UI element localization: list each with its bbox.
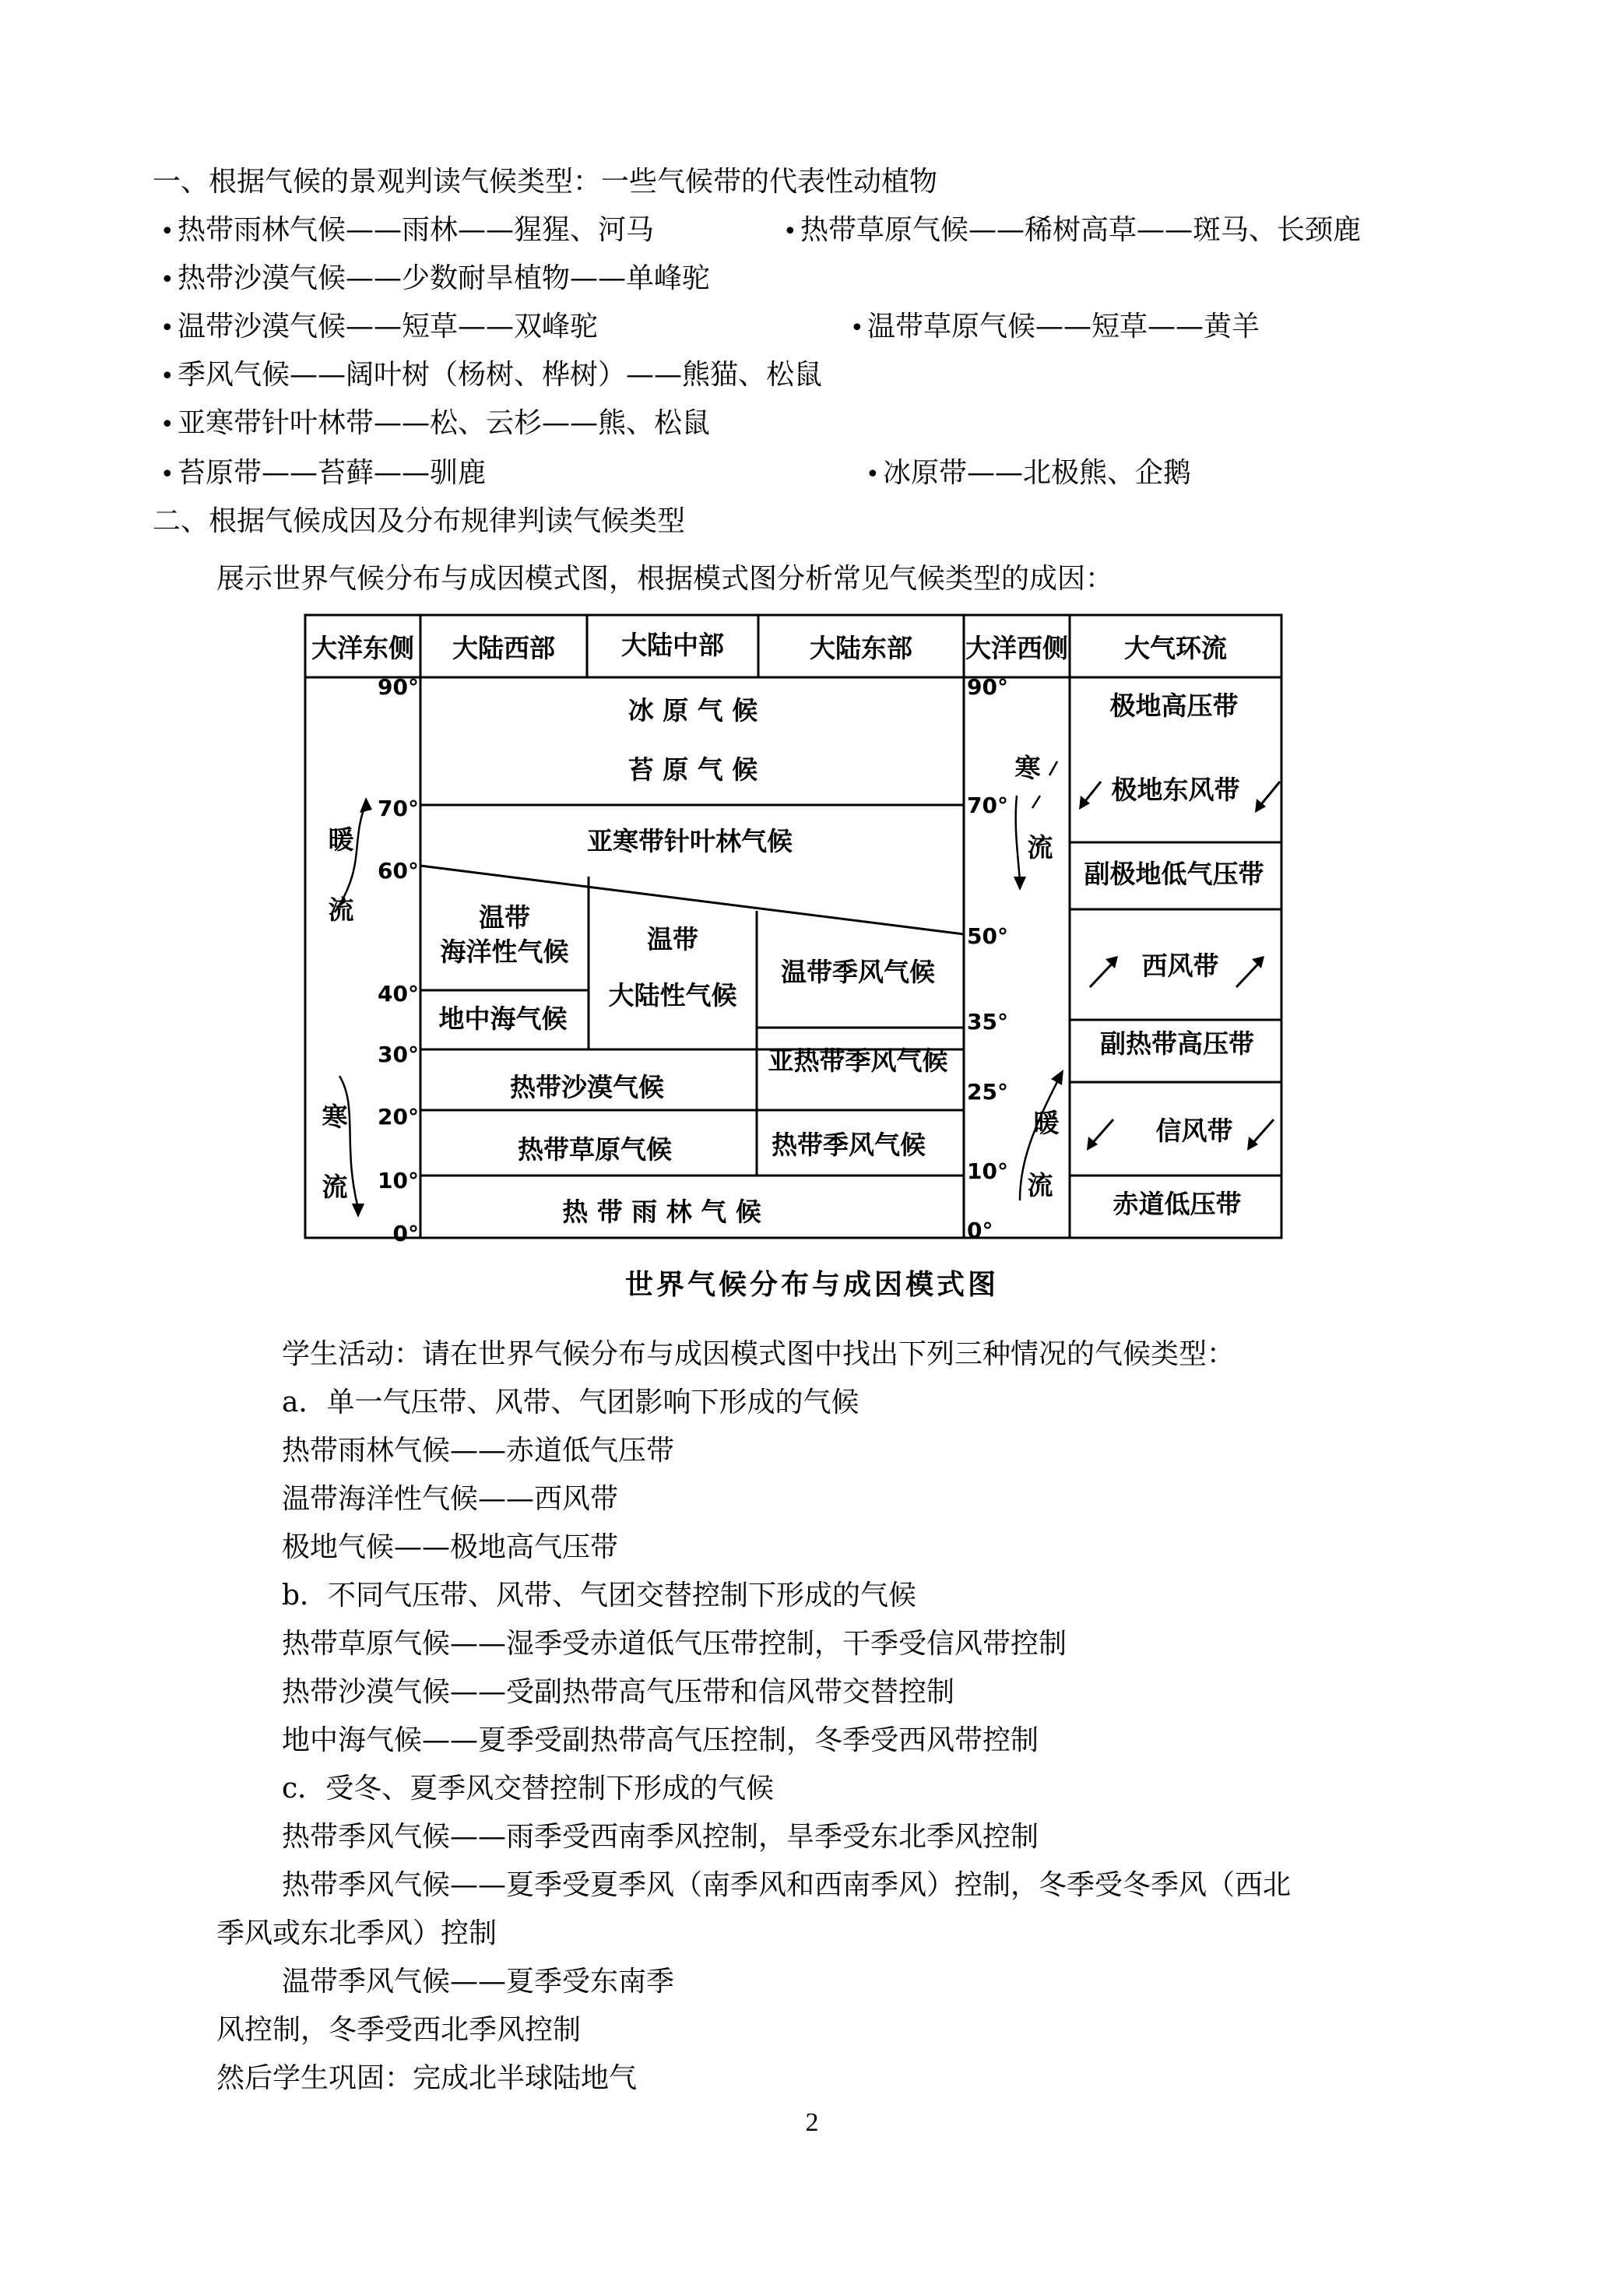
cold-current-arrow [1016,796,1020,881]
list-item: • 季风气候——阔叶树（杨树、桦树）——熊猫、松鼠 [160,358,822,394]
climate-tropical-monsoon: 热带季风气候 [772,1130,926,1160]
lat-left: 0° [392,1221,419,1244]
activity-a-title: a．单一气压带、风带、气团影响下形成的气候 [282,1386,859,1418]
climate-continental: 温带 [647,924,698,954]
lat-left: 30° [378,1042,419,1067]
activity-line: 然后学生巩固：完成北半球陆地气 [216,2062,638,2094]
lat-left: 90° [378,674,419,700]
activity-b-title: b．不同气压带、风带、气团交替控制下形成的气候 [282,1580,917,1611]
activity-line: 地中海气候——夏季受副热带高气压控制，冬季受西风带控制 [282,1724,1039,1756]
list-item: • 热带沙漠气候——少数耐旱植物——单峰驼 [160,262,710,297]
header-ocean-west: 大洋西侧 [965,633,1068,663]
arrowhead [1014,877,1026,891]
climate-desert: 热带沙漠气候 [510,1072,664,1102]
section2-intro: 展示世界气候分布与成因模式图，根据模式图分析常见气候类型的成因： [216,563,1114,595]
activity-intro: 学生活动：请在世界气候分布与成因模式图中找出下列三种情况的气候类型： [282,1338,1236,1370]
section2-heading: 二、根据气候成因及分布规律判读气候类型 [153,505,686,537]
current-right-cold-label: 寒 [1014,753,1041,783]
activity-line: 季风或东北季风）控制 [216,1917,497,1949]
activity-line: 极地气候——极地高气压带 [282,1531,619,1563]
climate-mediterranean: 地中海气候 [438,1003,568,1034]
lat-right: 90° [967,674,1008,700]
climate-marine: 海洋性气候 [440,937,569,967]
climate-savanna: 热带草原气候 [518,1134,672,1165]
current-right-warm-label: 暖 [1033,1108,1060,1138]
climate-subtropical-monsoon: 亚热带季风气候 [768,1046,948,1076]
activity-line: 热带沙漠气候——受副热带高气压带和信风带交替控制 [282,1676,955,1708]
lat-right: 25° [967,1079,1008,1105]
arrowhead [360,797,372,813]
activity-line: 热带草原气候——湿季受赤道低气压带控制，干季受信风带控制 [282,1628,1067,1660]
activity-c-title: c．受冬、夏季风交替控制下形成的气候 [282,1773,775,1805]
header-continent-middle: 大陆中部 [621,630,724,660]
lat-left: 20° [378,1104,419,1130]
list-item: • 温带沙漠气候——短草——双峰驼 [160,310,598,346]
circulation-trade-winds: 信风带 [1155,1116,1233,1146]
activity-line: 风控制，冬季受西北季风控制 [216,2014,582,2046]
activity-line: 热带季风气候——夏季受夏季风（南季风和西南季风）控制，冬季受冬季风（西北 [282,1869,1292,1901]
current-left-warm-label: 流 [328,894,354,925]
climate-tundra: 苔 原 气 候 [627,754,758,785]
circulation-polar-easterlies: 极地东风带 [1111,775,1240,805]
climate-marine: 温带 [479,902,530,933]
list-item: • 冰原带——北极熊、企鹅 [866,456,1191,492]
climate-taiga: 亚寒带针叶林气候 [587,826,793,856]
climate-rainforest: 热 带 雨 林 气 候 [562,1197,761,1227]
circulation-subpolar-low: 副极地低气压带 [1084,859,1264,889]
activity-line: 温带季风气候——夏季受东南季 [282,1966,675,1998]
list-item: • 热带雨林气候——雨林——猩猩、河马 [160,213,654,249]
lat-left: 60° [378,858,419,884]
header-continent-west: 大陆西部 [452,633,555,663]
lat-right: 50° [967,923,1008,949]
list-item: • 热带草原气候——稀树高草——斑马、长颈鹿 [783,213,1361,249]
activity-line: 热带季风气候——雨季受西南季风控制，旱季受东北季风控制 [282,1821,1039,1853]
lat-right: 35° [967,1009,1008,1035]
climate-diagram [304,609,1285,1244]
current-left-cold-label: 寒 [322,1102,348,1132]
lat-right: 10° [967,1158,1008,1184]
lat-right: 0° [967,1218,993,1243]
activity-line: 温带海洋性气候——西风带 [282,1483,619,1515]
climate-continental: 大陆性气候 [608,980,737,1010]
lat-left: 40° [378,981,419,1007]
circulation-westerlies: 西风带 [1141,951,1219,981]
section1-heading: 一、根据气候的景观判读气候类型：一些气候带的代表性动植物 [153,166,938,198]
header-continent-east: 大陆东部 [810,633,912,663]
list-item: • 苔原带——苔藓——驯鹿 [160,456,486,492]
header-circulation: 大气环流 [1124,633,1227,663]
diagram-caption: 世界气候分布与成因模式图 [624,1269,999,1301]
current-right-cold-label: 流 [1027,832,1053,863]
circulation-subtropical-high: 副热带高压带 [1100,1028,1254,1059]
climate-ice-cap: 冰 原 气 候 [627,695,758,726]
lat-left: 10° [378,1168,419,1193]
current-left-cold-label: 流 [322,1172,348,1202]
lat-right: 70° [967,793,1008,818]
arrowhead [352,1204,364,1218]
page-number: 2 [805,2108,819,2137]
current-left-warm-label: 暖 [328,824,354,855]
list-item: • 亚寒带针叶林带——松、云杉——熊、松鼠 [160,406,710,442]
climate-temperate-monsoon: 温带季风气候 [781,957,935,987]
activity-line: 热带雨林气候——赤道低气压带 [282,1435,675,1467]
header-ocean-east: 大洋东侧 [311,633,414,663]
list-item: • 温带草原气候——短草——黄羊 [850,310,1260,346]
circulation-equatorial-low: 赤道低压带 [1113,1189,1242,1219]
current-right-warm-label: 流 [1027,1170,1053,1200]
circulation-polar-high: 极地高压带 [1109,691,1239,721]
lat-left: 70° [378,796,419,821]
